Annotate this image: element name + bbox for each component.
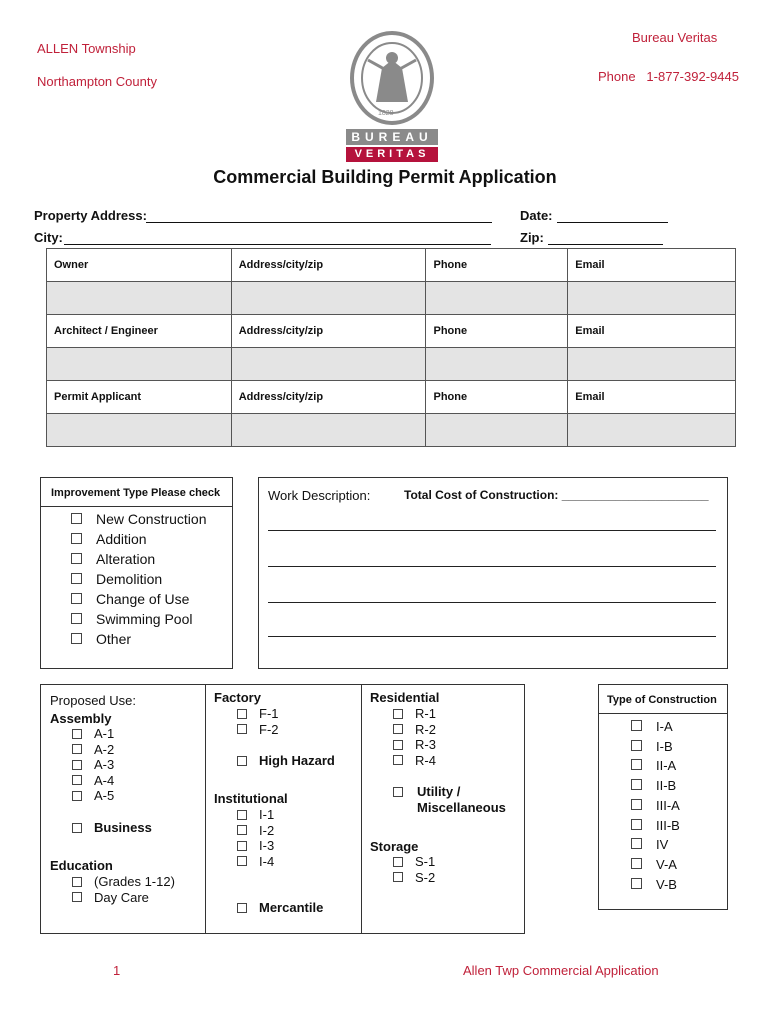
applicant-name-cell[interactable]: [47, 414, 232, 447]
checkbox[interactable]: [72, 744, 82, 754]
table-row: [47, 348, 736, 381]
zip-field[interactable]: [548, 244, 663, 245]
construction-type-options: [631, 717, 680, 894]
proposed-use-box: [40, 684, 525, 934]
option-f-2[interactable]: F-2: [237, 722, 279, 738]
company-phone: Phone 1-877-392-9445: [598, 69, 739, 84]
date-label: Date:: [520, 208, 553, 223]
option-s-1[interactable]: S-1: [393, 854, 435, 870]
checkbox[interactable]: [71, 633, 82, 644]
checkbox[interactable]: [72, 823, 82, 833]
checkbox[interactable]: [631, 779, 642, 790]
construction-type-box: [598, 684, 728, 910]
option-v-b[interactable]: V-B: [631, 875, 680, 895]
option-f-1[interactable]: F-1: [237, 706, 279, 722]
architect-address-header: Address/city/zip: [231, 315, 426, 348]
applicant-phone-header: Phone: [426, 381, 568, 414]
checkbox[interactable]: [393, 709, 403, 719]
checkbox[interactable]: [72, 775, 82, 785]
option-r-2[interactable]: R-2: [393, 722, 436, 738]
education-label: Education: [50, 858, 113, 873]
option-day-care[interactable]: Day Care: [72, 890, 175, 906]
option-new-construction[interactable]: New Construction: [71, 509, 207, 529]
zip-label: Zip:: [520, 230, 544, 245]
checkbox[interactable]: [631, 720, 642, 731]
company-name: Bureau Veritas: [632, 30, 718, 45]
table-row: [47, 282, 736, 315]
option-i-a[interactable]: I-A: [631, 717, 680, 737]
storage-label: Storage: [370, 839, 419, 854]
county-name: Northampton County: [37, 74, 157, 89]
checkbox[interactable]: [631, 819, 642, 830]
checkbox[interactable]: [631, 878, 642, 889]
owner-address-header: Address/city/zip: [231, 249, 426, 282]
option-a-3[interactable]: A-3: [72, 757, 114, 773]
checkbox[interactable]: [72, 892, 82, 902]
city-label: City:: [34, 230, 63, 245]
residential-options: [393, 706, 436, 768]
township-name: ALLEN Township: [37, 41, 136, 56]
contacts-table: [46, 248, 736, 447]
city-field[interactable]: [64, 244, 491, 245]
improvement-type-box: [40, 477, 233, 669]
owner-email-cell[interactable]: [568, 282, 736, 315]
applicant-email-cell[interactable]: [568, 414, 736, 447]
seal-year: 1828: [378, 110, 394, 117]
option-a-2[interactable]: A-2: [72, 742, 114, 758]
option-demolition[interactable]: Demolition: [71, 569, 207, 589]
architect-email-header: Email: [568, 315, 736, 348]
logo-top-text: BUREAU: [346, 129, 438, 145]
logo-bottom-text: VERITAS: [346, 147, 438, 162]
improvement-options: [71, 509, 207, 649]
option-a-4[interactable]: A-4: [72, 773, 114, 789]
option-iv[interactable]: IV: [631, 835, 680, 855]
applicant-address-cell[interactable]: [231, 414, 426, 447]
property-address-field[interactable]: [146, 222, 492, 223]
storage-options: [393, 854, 435, 885]
checkbox[interactable]: [631, 838, 642, 849]
checkbox[interactable]: [72, 791, 82, 801]
option-ii-a[interactable]: II-A: [631, 756, 680, 776]
bureau-veritas-logo: [346, 30, 438, 164]
table-row: [47, 249, 736, 282]
option-s-2[interactable]: S-2: [393, 870, 435, 886]
option-r-3[interactable]: R-3: [393, 737, 436, 753]
architect-email-cell[interactable]: [568, 348, 736, 381]
owner-name-cell[interactable]: [47, 282, 232, 315]
table-row: [47, 315, 736, 348]
checkbox[interactable]: [631, 740, 642, 751]
applicant-address-header: Address/city/zip: [231, 381, 426, 414]
architect-phone-header: Phone: [426, 315, 568, 348]
property-address-label: Property Address:: [34, 208, 147, 223]
checkbox[interactable]: [237, 756, 247, 766]
proposed-use-heading: Proposed Use:: [50, 693, 136, 708]
owner-email-header: Email: [568, 249, 736, 282]
checkbox[interactable]: [393, 755, 403, 765]
checkbox[interactable]: [631, 858, 642, 869]
checkbox[interactable]: [72, 760, 82, 770]
checkbox[interactable]: [72, 729, 82, 739]
checkbox[interactable]: [71, 513, 82, 524]
work-line-2[interactable]: [268, 566, 716, 567]
architect-address-cell[interactable]: [231, 348, 426, 381]
checkbox[interactable]: [393, 872, 403, 882]
applicant-header: Permit Applicant: [47, 381, 232, 414]
option-addition[interactable]: Addition: [71, 529, 207, 549]
option-a-5[interactable]: A-5: [72, 788, 114, 804]
option-business[interactable]: Business: [72, 820, 152, 836]
option-i-1[interactable]: I-1: [237, 807, 274, 823]
checkbox[interactable]: [393, 857, 403, 867]
option-r-4[interactable]: R-4: [393, 753, 436, 769]
date-field[interactable]: [557, 222, 668, 223]
option-iii-b[interactable]: III-B: [631, 816, 680, 836]
factory-label: Factory: [214, 690, 261, 705]
institutional-label: Institutional: [214, 791, 288, 806]
work-description-label: Work Description:: [268, 488, 371, 503]
checkbox[interactable]: [71, 573, 82, 584]
checkbox[interactable]: [631, 799, 642, 810]
checkbox[interactable]: [631, 759, 642, 770]
owner-address-cell[interactable]: [231, 282, 426, 315]
checkbox[interactable]: [237, 810, 247, 820]
option-a-1[interactable]: A-1: [72, 726, 114, 742]
table-row: [47, 414, 736, 447]
option-mercantile[interactable]: Mercantile: [237, 900, 323, 916]
option-r-1[interactable]: R-1: [393, 706, 436, 722]
architect-phone-cell[interactable]: [426, 348, 568, 381]
option-grades[interactable]: (Grades 1-12): [72, 874, 175, 890]
factory-options: [237, 706, 279, 737]
option-swimming-pool[interactable]: Swimming Pool: [71, 609, 207, 629]
residential-label: Residential: [370, 690, 440, 705]
checkbox[interactable]: [393, 740, 403, 750]
option-v-a[interactable]: V-A: [631, 855, 680, 875]
checkbox[interactable]: [72, 877, 82, 887]
assembly-options: [72, 726, 114, 804]
checkbox[interactable]: [237, 825, 247, 835]
option-high-hazard[interactable]: High Hazard: [237, 753, 335, 769]
page-number: 1: [113, 963, 121, 978]
work-line-3[interactable]: [268, 602, 716, 603]
institutional-options: [237, 807, 274, 869]
option-alteration[interactable]: Alteration: [71, 549, 207, 569]
checkbox[interactable]: [71, 613, 82, 624]
checkbox[interactable]: [237, 903, 247, 913]
option-change-of-use[interactable]: Change of Use: [71, 589, 207, 609]
footer-doc-name: Allen Twp Commercial Application: [463, 963, 659, 978]
work-description-box: [258, 477, 728, 669]
option-i-4[interactable]: I-4: [237, 854, 274, 870]
page-title: Commercial Building Permit Application: [213, 167, 557, 187]
assembly-label: Assembly: [50, 711, 112, 726]
option-other[interactable]: Other: [71, 629, 207, 649]
owner-phone-cell[interactable]: [426, 282, 568, 315]
option-i-2[interactable]: I-2: [237, 823, 274, 839]
checkbox[interactable]: [393, 724, 403, 734]
architect-name-cell[interactable]: [47, 348, 232, 381]
checkbox[interactable]: [237, 841, 247, 851]
checkbox[interactable]: [237, 856, 247, 866]
table-row: [47, 381, 736, 414]
owner-header: Owner: [47, 249, 232, 282]
checkbox[interactable]: [71, 533, 82, 544]
checkbox[interactable]: [237, 724, 247, 734]
checkbox[interactable]: [71, 553, 82, 564]
construction-type-heading: Type of Construction: [607, 694, 717, 706]
education-options: [72, 874, 175, 905]
checkbox[interactable]: [237, 709, 247, 719]
applicant-phone-cell[interactable]: [426, 414, 568, 447]
architect-header: Architect / Engineer: [47, 315, 232, 348]
option-i-b[interactable]: I-B: [631, 737, 680, 757]
option-iii-a[interactable]: III-A: [631, 796, 680, 816]
owner-phone-header: Phone: [426, 249, 568, 282]
option-utility[interactable]: Utility / Miscellaneous: [393, 784, 513, 815]
checkbox[interactable]: [393, 787, 403, 797]
option-ii-b[interactable]: II-B: [631, 776, 680, 796]
checkbox[interactable]: [71, 593, 82, 604]
improvement-heading: Improvement Type Please check: [51, 487, 221, 499]
work-line-4[interactable]: [268, 636, 716, 637]
total-cost-label: Total Cost of Construction: ______________________: [404, 488, 709, 502]
work-line-1[interactable]: [268, 530, 716, 531]
option-i-3[interactable]: I-3: [237, 838, 274, 854]
applicant-email-header: Email: [568, 381, 736, 414]
